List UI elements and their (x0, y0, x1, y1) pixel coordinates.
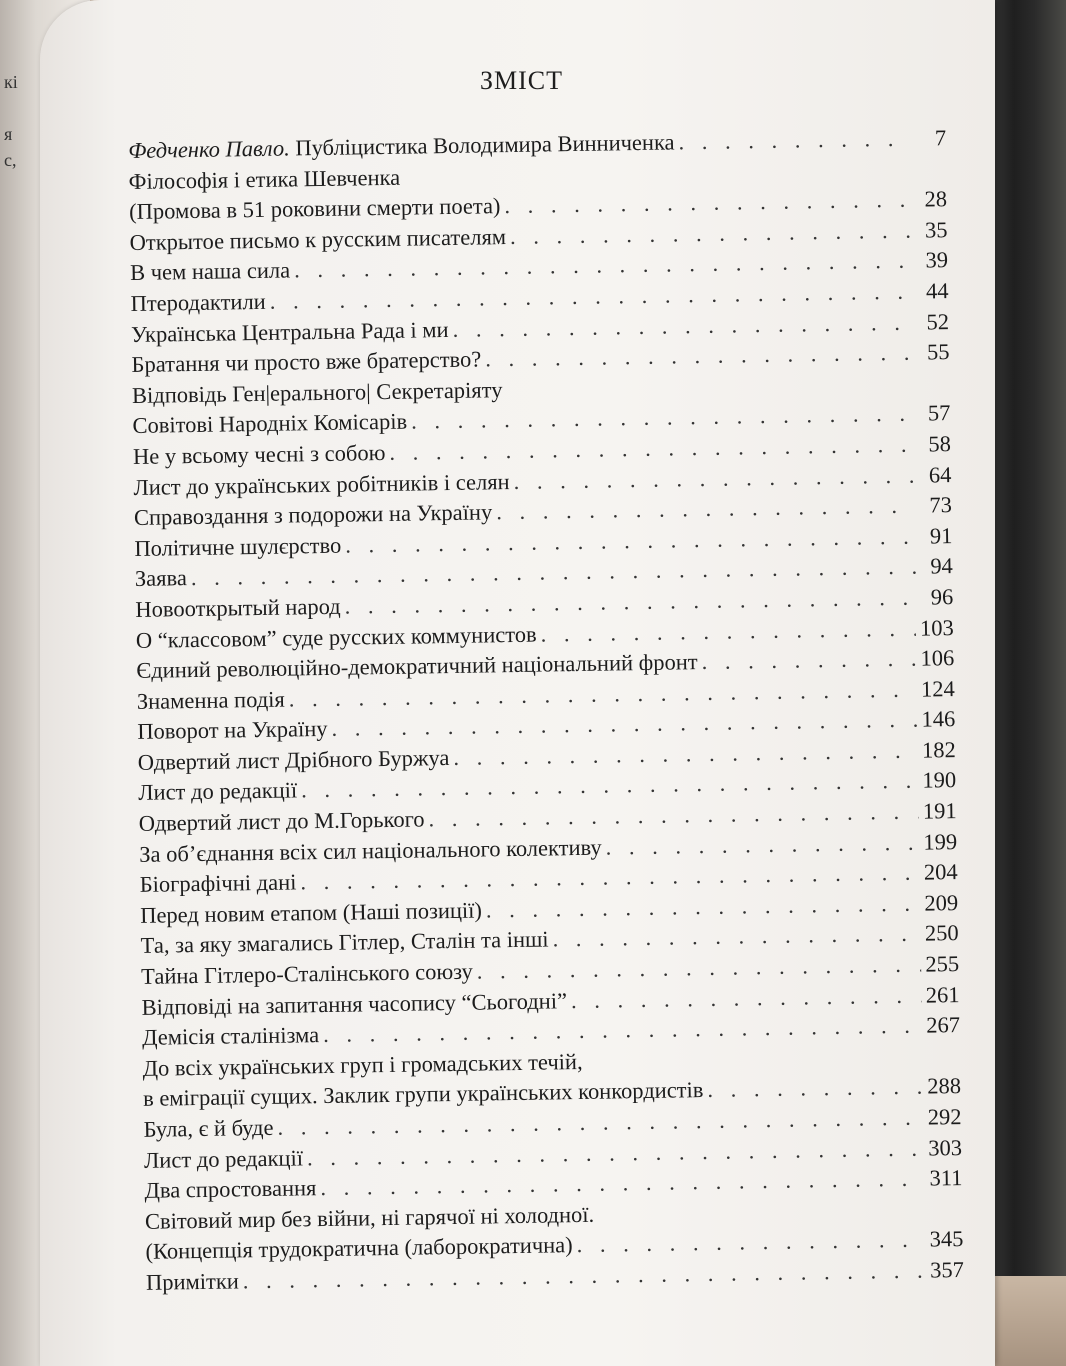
toc-entry-title-text: Тайна Гітлеро-Сталінського союзу (140, 958, 473, 989)
dot-leader (486, 890, 921, 923)
toc-page-number (929, 1063, 961, 1064)
toc-entry-title-text: Братання чи просто вже братерство? (131, 346, 482, 378)
toc-entry-title (128, 164, 400, 194)
toc-page-number: 267 (926, 1012, 961, 1038)
toc-entry-title-text: Новооткрытый народ (135, 593, 341, 622)
toc-entry-title-text: Знаменна подія (136, 686, 285, 714)
toc-entry-title-text: За об’єднання всіх сил національного колективу (139, 834, 602, 867)
toc-entry-title (140, 927, 548, 959)
toc-page-number: 146 (921, 706, 956, 732)
dot-leader (605, 829, 919, 860)
dot-leader (701, 646, 916, 675)
toc-entry-title (133, 469, 510, 501)
toc-page-number: 57 (927, 400, 951, 426)
toc-page-number: 292 (927, 1104, 962, 1130)
toc-entry-title-text: Не у всьому чесні з собою (132, 439, 386, 469)
toc-page-number: 182 (921, 736, 956, 763)
toc-entry-title-text: Совітові Народніх Комісарів (132, 408, 408, 439)
toc-page-number: 73 (929, 492, 953, 518)
toc-entry-title-text: Політичне шулєрство (134, 532, 342, 561)
toc-entry-title (134, 532, 341, 561)
left-page-fragment: с, (4, 150, 17, 170)
book-cover-edge (986, 0, 1066, 1366)
toc-entry-title-text: Заява (134, 565, 188, 592)
toc-entry-title (131, 317, 449, 348)
toc-entry-title (129, 193, 501, 225)
toc-page-number: 261 (925, 981, 960, 1008)
toc-entry-title-text: (Концепція трудократична (лаборократична) (145, 1232, 573, 1265)
toc-entry-title-text: Одвертий лист Дрібного Буржуа (137, 744, 450, 775)
toc-entry-title (130, 258, 290, 287)
toc-page-number: 124 (920, 675, 955, 702)
toc-page-number: 28 (924, 186, 948, 212)
toc-entry-title-text: Лист до українських робітників і селян (133, 468, 510, 500)
toc-entry-title-text: Біографічні дані (139, 869, 297, 898)
toc-page-number: 58 (928, 431, 952, 457)
book-page (40, 0, 995, 1366)
toc-entry-title (131, 347, 481, 378)
toc-page-number: 39 (925, 247, 949, 273)
toc-entry-title (138, 778, 297, 806)
toc-entry-title-text: Справоздання з подорожи на Україну (133, 499, 493, 531)
toc-page-number: 191 (922, 798, 957, 824)
toc-entry-title (140, 897, 482, 928)
toc-entry-title-text: Відповідь Ген|ерального| Секретаріяту (131, 376, 503, 408)
toc-entry-title-text: Була, є й буде (143, 1114, 274, 1142)
toc-page-number: 209 (924, 889, 959, 916)
toc-page-number: 345 (929, 1226, 964, 1252)
left-page-fragment: кі (4, 72, 18, 92)
toc-entry-title-text: Українська Центральна Рада і ми (130, 316, 449, 347)
toc-entry-author: Федченко Павло. (128, 135, 290, 163)
toc-entry-title (134, 499, 493, 531)
toc-entry-title (142, 1022, 319, 1051)
toc-page-number: 96 (930, 584, 954, 610)
toc-entry-title-text: Лист до редакції (143, 1144, 304, 1173)
toc-entry-title-text: (Промова в 51 роковини смерти поета) (128, 193, 501, 225)
toc-entry-title (130, 289, 266, 317)
dot-leader (496, 493, 916, 526)
toc-entry-title (144, 1175, 316, 1204)
dot-leader (485, 340, 914, 373)
toc-entry-title (137, 716, 328, 745)
toc-page-number: 106 (920, 645, 955, 671)
toc-entry-title (140, 870, 297, 898)
toc-entry-title-text: в еміграції сущих. Заклик групи українських конкордистів (142, 1077, 704, 1112)
toc-page-number: 204 (923, 859, 958, 885)
table-of-contents (128, 125, 964, 1300)
toc-page-number: 288 (927, 1073, 962, 1099)
dot-leader (513, 462, 915, 494)
toc-entry-title (143, 1115, 273, 1143)
dot-leader (477, 952, 922, 985)
dot-leader (540, 615, 916, 647)
toc-entry-title (137, 686, 285, 714)
dot-leader (510, 217, 912, 249)
toc-entry-title-text: Та, за яку змагались Гітлер, Сталін та інші (140, 926, 549, 959)
toc-page-number: 64 (928, 461, 952, 487)
toc-page-number: 52 (926, 308, 950, 335)
toc-entry-title-text: До всіх українських груп і громадських течій, (142, 1048, 583, 1081)
toc-entry-title (129, 224, 506, 256)
toc-entry-title-text: Одвертий лист до М.Горького (138, 806, 425, 836)
toc-page-number (915, 176, 947, 177)
toc-entry-title (142, 1049, 582, 1082)
toc-entry-title (128, 129, 675, 164)
toc-entry-title (144, 1145, 303, 1173)
toc-entry-title (145, 1233, 573, 1266)
dot-leader (571, 982, 922, 1014)
toc-entry-title-text: Демісія сталінізма (141, 1022, 320, 1051)
toc-entry-title (141, 959, 473, 990)
toc-entry-title-text: Світовий мир без війни, ні гарячої ні холодної. (144, 1201, 595, 1234)
toc-entry-title (135, 594, 341, 623)
toc-entry-title (138, 745, 450, 776)
toc-page-number: 250 (924, 920, 959, 947)
toc-entry-title-text: О “классовом” суде русских коммунистов (135, 621, 537, 653)
toc-entry-title (132, 377, 503, 409)
toc-page-number: 303 (928, 1134, 963, 1161)
toc-page-number: 103 (919, 614, 954, 641)
toc-page-number: 357 (929, 1256, 965, 1283)
toc-page-number: 255 (925, 951, 960, 977)
toc-entry-title (136, 621, 537, 653)
toc-entry-title-text: Открытое письмо к русским писателям (129, 223, 507, 255)
toc-entry-title-text: Примітки (145, 1268, 240, 1295)
dot-leader (552, 921, 921, 953)
toc-page-number: 91 (929, 522, 953, 549)
left-page-fragment: я (4, 124, 13, 144)
toc-page-number: 35 (924, 216, 948, 243)
toc-entry-title-text: Публіцистика Володимира Винниченка (289, 129, 675, 161)
toc-entry-title (132, 409, 407, 439)
toc-entry-title-text: Філософія і етика Шевченка (128, 164, 401, 194)
toc-entry-title-text: Лист до редакції (138, 777, 298, 806)
toc-entry-title (133, 440, 386, 470)
toc-page-number: 190 (922, 767, 957, 794)
toc-page-number: 94 (930, 553, 954, 579)
toc-entry-title-text: Поворот на Україну (137, 716, 328, 745)
toc-page-number: 311 (929, 1165, 963, 1191)
toc-entry-title-text: Відповіді на запитання часопису “Сьогодні” (141, 987, 568, 1020)
toc-page-number (918, 390, 950, 391)
toc-entry-title-text: Два спростовання (144, 1175, 317, 1204)
toc-page-number: 55 (926, 339, 950, 365)
page-title: ЗМІСТ (480, 66, 564, 95)
toc-entry-title (139, 806, 425, 836)
toc-page-number: 44 (925, 278, 949, 304)
dot-leader (576, 1227, 925, 1258)
toc-entry-title (135, 565, 187, 592)
toc-entry-title (141, 988, 567, 1021)
toc-entry-title-text: Єдиний революційно-демократичний національний фронт (136, 649, 698, 684)
dot-leader (504, 187, 911, 219)
toc-entry-title-text: Перед новим етапом (Наші позиції) (140, 897, 483, 928)
toc-page-number (931, 1216, 963, 1217)
dot-leader (678, 126, 910, 156)
dot-leader (707, 1074, 923, 1103)
toc-entry-title-text: В чем наша сила (129, 257, 291, 286)
toc-page-number: 199 (923, 828, 958, 855)
toc-page-number: 7 (934, 125, 947, 151)
toc-entry-title (146, 1268, 239, 1295)
toc-entry-title-text: Птеродактили (130, 288, 266, 316)
